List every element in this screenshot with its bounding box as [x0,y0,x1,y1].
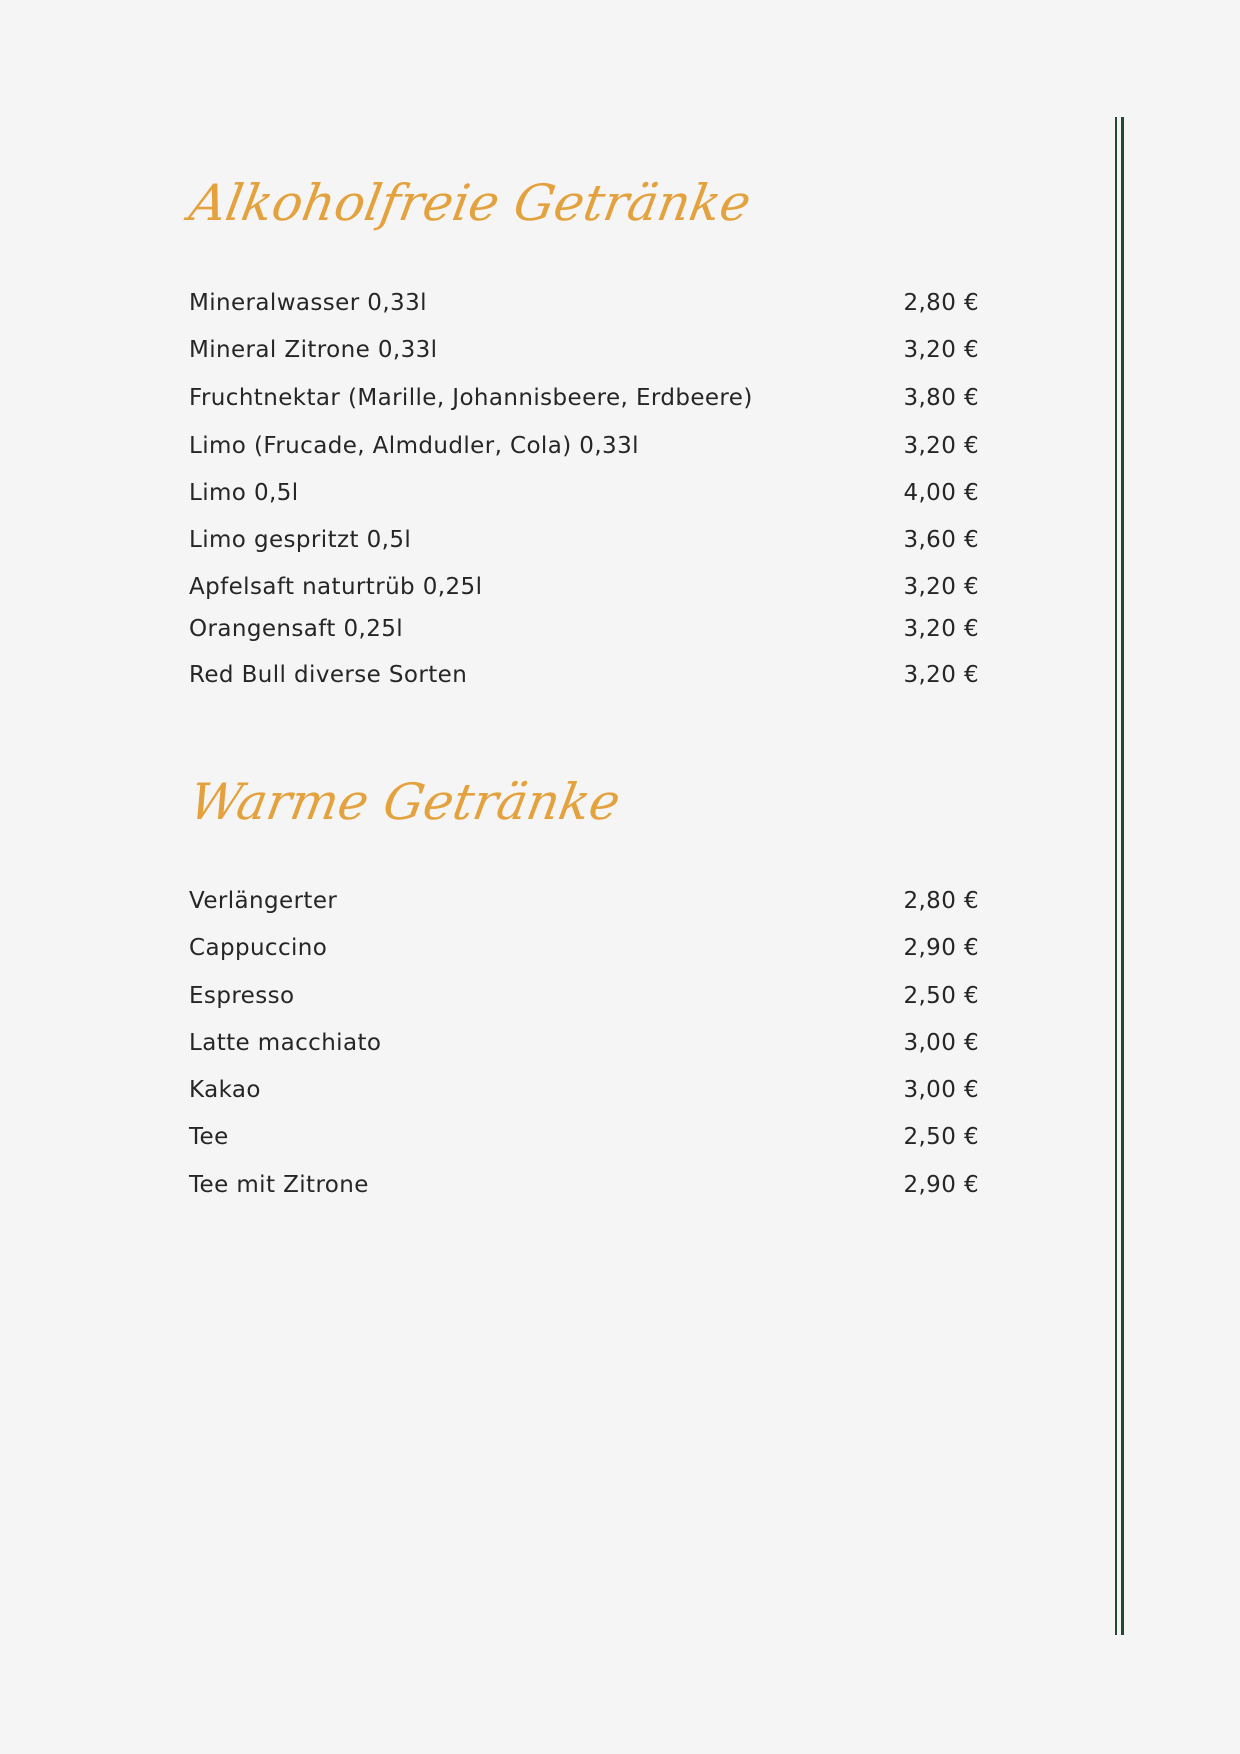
item-price: 3,00 € [903,1030,979,1056]
item-price: 2,50 € [903,1124,979,1150]
item-name: Espresso [189,983,295,1009]
item-price: 3,20 € [903,574,979,600]
menu-row [189,571,979,603]
section-title-non-alcoholic-drinks: Alkoholfreie Getränke [185,174,756,232]
menu-row [189,430,979,462]
menu-row [189,1169,979,1201]
item-price: 3,80 € [903,385,979,411]
menu-row [189,477,979,509]
item-name: Limo 0,5l [189,480,299,506]
menu-row [189,382,979,414]
item-name: Latte macchiato [189,1030,382,1056]
menu-row [189,885,979,917]
menu-row [189,287,979,319]
item-price: 2,90 € [903,935,979,961]
menu-row [189,334,979,366]
menu-row [189,613,979,645]
item-name: Red Bull diverse Sorten [189,662,468,688]
item-name: Kakao [189,1077,261,1103]
item-name: Verlängerter [189,888,338,914]
item-price: 2,80 € [903,888,979,914]
menu-row [189,659,979,691]
item-price: 3,60 € [903,527,979,553]
item-price: 2,50 € [903,983,979,1009]
item-name: Limo (Frucade, Almdudler, Cola) 0,33l [189,433,639,459]
item-price: 3,20 € [903,337,979,363]
menu-row [189,1121,979,1153]
menu-row [189,524,979,556]
decorative-double-rule [1115,117,1124,1635]
menu-row [189,932,979,964]
item-price: 4,00 € [903,480,979,506]
item-name: Cappuccino [189,935,328,961]
item-price: 3,20 € [903,616,979,642]
item-name: Mineralwasser 0,33l [189,290,427,316]
item-price: 3,20 € [903,662,979,688]
menu-row [189,980,979,1012]
item-price: 2,90 € [903,1172,979,1198]
item-name: Tee [189,1124,229,1150]
section-title-hot-drinks: Warme Getränke [185,773,625,831]
item-price: 3,20 € [903,433,979,459]
menu-row [189,1027,979,1059]
menu-row [189,1074,979,1106]
item-price: 2,80 € [903,290,979,316]
item-name: Fruchtnektar (Marille, Johannisbeere, Erdbeere) [189,385,753,411]
item-name: Orangensaft 0,25l [189,616,404,642]
item-price: 3,00 € [903,1077,979,1103]
item-name: Apfelsaft naturtrüb 0,25l [189,574,483,600]
item-name: Limo gespritzt 0,5l [189,527,412,553]
item-name: Tee mit Zitrone [189,1172,369,1198]
item-name: Mineral Zitrone 0,33l [189,337,438,363]
